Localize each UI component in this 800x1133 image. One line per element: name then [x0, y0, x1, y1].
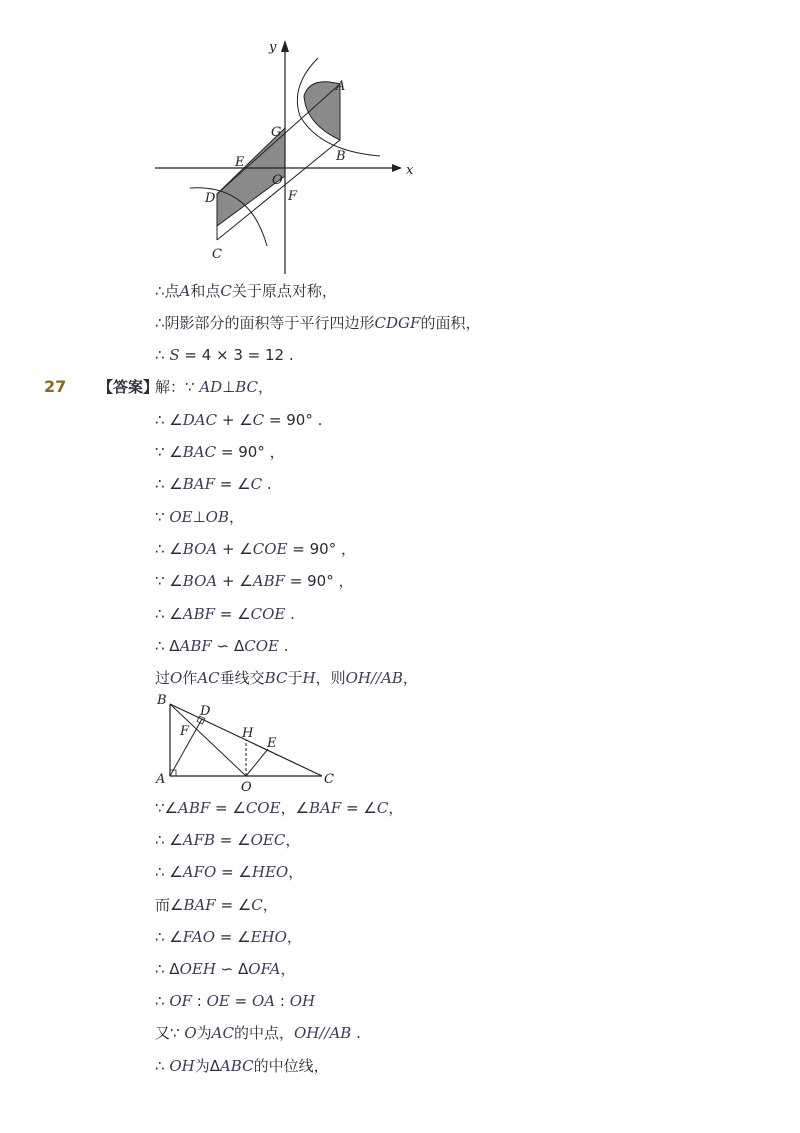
text-line-5: ∴ ∠DAC + ∠C = 90° .: [155, 411, 323, 429]
label-x: x: [406, 163, 414, 178]
text-line-13: 过O作AC垂线交BC于H，则OH//AB，: [155, 669, 418, 687]
text-line-20: ∴ OF : OE = OA : OH: [155, 992, 316, 1010]
label-D: D: [205, 191, 216, 206]
label-D2: D: [200, 704, 211, 719]
label-E2: E: [267, 736, 277, 751]
text-line-3: ∴ S = 4 × 3 = 12 .: [155, 346, 294, 364]
label-B: B: [336, 149, 346, 164]
triangle-figure: [152, 690, 342, 794]
label-A2: A: [156, 772, 166, 787]
text-line-11: ∴ ∠ABF = ∠COE .: [155, 605, 295, 623]
text-line-17: 而∠BAF = ∠C，: [155, 896, 278, 914]
x-axis-arrow: [392, 164, 402, 172]
text-line-7: ∴ ∠BAF = ∠C .: [155, 475, 272, 493]
label-F2: F: [180, 724, 190, 739]
text-line-1: ∴点A和点C关于原点对称，: [155, 282, 337, 300]
label-E: E: [235, 155, 245, 170]
label-A: A: [336, 79, 346, 94]
label-F: F: [288, 189, 298, 204]
coordinate-figure: [150, 36, 420, 276]
text-line-12: ∴ ΔABF ∽ ΔCOE .: [155, 637, 289, 655]
label-O: O: [272, 173, 283, 188]
text-line-14: ∵∠ABF = ∠COE，∠BAF = ∠C，: [155, 799, 404, 817]
y-axis-arrow: [281, 40, 289, 52]
text-line-18: ∴ ∠FAO = ∠EHO，: [155, 928, 302, 946]
text-line-19: ∴ ΔOEH ∽ ΔOFA，: [155, 960, 296, 978]
text-line-6: ∵ ∠BAC = 90° ，: [155, 443, 285, 461]
label-H2: H: [242, 726, 254, 741]
text-line-21: 又∵ O为AC的中点，OH//AB .: [155, 1024, 361, 1042]
text-line-15: ∴ ∠AFB = ∠OEC，: [155, 831, 301, 849]
answer-tag: 【答案】: [98, 378, 159, 396]
text-line-16: ∴ ∠AFO = ∠HEO，: [155, 863, 304, 881]
label-y: y: [269, 40, 277, 55]
label-C: C: [212, 247, 222, 262]
text-line-4: 解：∵ AD⊥BC，: [155, 378, 274, 396]
text-line-2: ∴阴影部分的面积等于平行四边形CDGF的面积，: [155, 314, 481, 332]
label-O2: O: [241, 780, 252, 794]
segment-OE: [246, 749, 268, 776]
question-number: 27: [44, 377, 67, 396]
label-B2: B: [157, 693, 167, 708]
text-line-10: ∵ ∠BOA + ∠ABF = 90° ，: [155, 572, 354, 590]
text-line-9: ∴ ∠BOA + ∠COE = 90° ，: [155, 540, 356, 558]
label-C2: C: [324, 772, 334, 787]
label-G: G: [271, 125, 282, 140]
text-line-8: ∵ OE⊥OB，: [155, 508, 244, 526]
text-line-22: ∴ OH为ΔABC的中位线，: [155, 1057, 329, 1075]
